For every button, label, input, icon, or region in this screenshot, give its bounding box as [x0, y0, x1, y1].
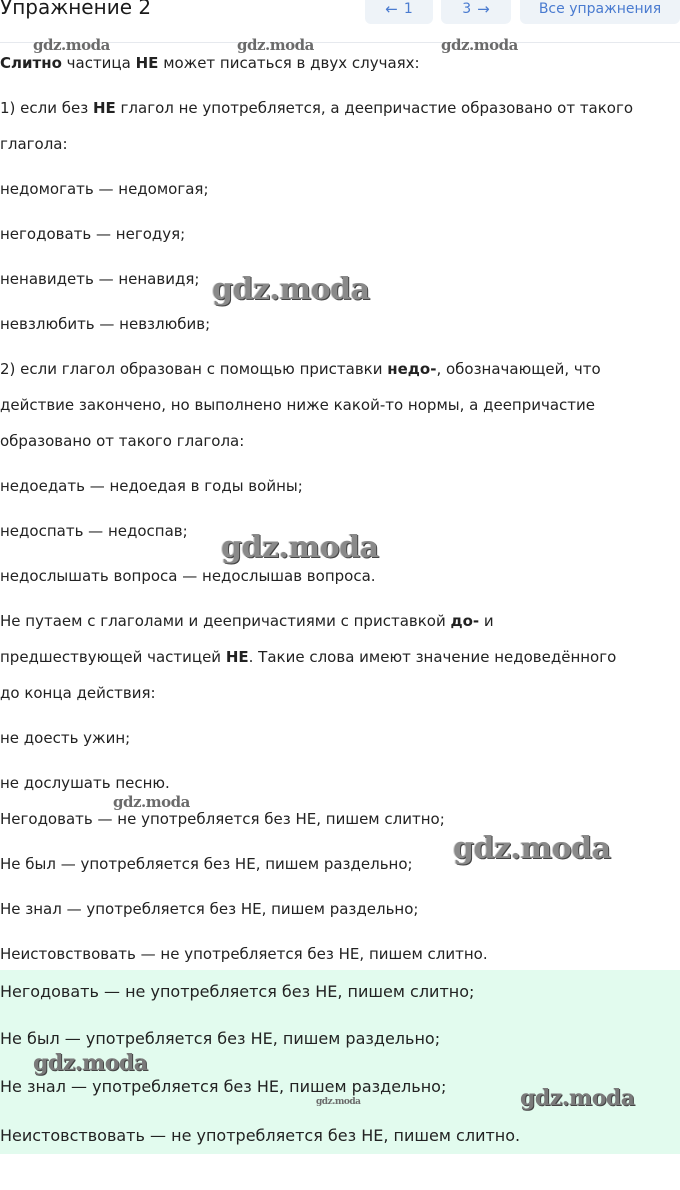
arrow-left-icon: ←	[385, 0, 398, 18]
example-line: недослышать вопроса — недослышав вопроса.	[0, 567, 376, 585]
page-title: Упражнение 2	[0, 0, 152, 19]
example-line: недоедать — недоедая в годы войны;	[0, 477, 303, 495]
case2-line-3: образовано от такого глагола:	[0, 432, 245, 450]
intro-line: Слитно частица НЕ может писаться в двух случаях:	[0, 54, 420, 72]
watermark: gdz.moda	[316, 1097, 361, 1107]
prev-exercise-label: 1	[403, 1, 413, 17]
result-line: Неистовствовать — не употребляется без НЕ, пишем слитно.	[0, 945, 488, 963]
answer-line: Не знал — употребляется без НЕ, пишем раздельно;	[0, 1077, 447, 1096]
note-line-2: предшествующей частицей НЕ. Такие слова имеют значение недоведённого	[0, 648, 617, 666]
example-line: недоспать — недоспав;	[0, 522, 188, 540]
answer-line: Негодовать — не употребляется без НЕ, пишем слитно;	[0, 982, 475, 1001]
watermark: gdz.moda	[113, 793, 190, 811]
result-line: Негодовать — не употребляется без НЕ, пишем слитно;	[0, 810, 445, 828]
answer-line: Не был — употребляется без НЕ, пишем раздельно;	[0, 1029, 441, 1048]
answer-line: Неистовствовать — не употребляется без НЕ, пишем слитно.	[0, 1126, 521, 1145]
result-line: Не был — употребляется без НЕ, пишем раздельно;	[0, 855, 413, 873]
example-line: недомогать — недомогая;	[0, 180, 209, 198]
example-line: негодовать — негодуя;	[0, 225, 186, 243]
prev-exercise-button[interactable]	[365, 0, 433, 24]
next-exercise-button[interactable]	[441, 0, 511, 24]
watermark: gdz.moda	[441, 36, 518, 54]
example-line: не дослушать песню.	[0, 774, 170, 792]
watermark: gdz.moda	[221, 530, 379, 565]
note-line-1: Не путаем с глаголами и деепричастиями с приставкой до- и	[0, 612, 494, 630]
watermark: gdz.moda	[237, 36, 314, 54]
example-line: не доесть ужин;	[0, 729, 131, 747]
example-line: ненавидеть — ненавидя;	[0, 270, 200, 288]
case1-line-1: 1) если без НЕ глагол не употребляется, а деепричастие образовано от такого	[0, 99, 634, 117]
arrow-right-icon: →	[477, 0, 490, 18]
next-exercise-label: 3	[462, 1, 472, 17]
page-header	[0, 0, 680, 30]
note-line-3: до конца действия:	[0, 684, 156, 702]
case2-line-2: действие закончено, но выполнено ниже какой-то нормы, а деепричастие	[0, 396, 596, 414]
case2-line-1: 2) если глагол образован с помощью приставки недо-, обозначающей, что	[0, 360, 601, 378]
watermark: gdz.moda	[33, 36, 110, 54]
case1-line-2: глагола:	[0, 135, 68, 153]
watermark: gdz.moda	[33, 1050, 148, 1076]
result-line: Не знал — употребляется без НЕ, пишем раздельно;	[0, 900, 419, 918]
watermark: gdz.moda	[453, 831, 611, 866]
all-exercises-button[interactable]: Все упражнения	[520, 0, 680, 24]
watermark: gdz.moda	[520, 1085, 635, 1111]
watermark: gdz.moda	[212, 272, 370, 307]
example-line: невзлюбить — невзлюбив;	[0, 315, 211, 333]
